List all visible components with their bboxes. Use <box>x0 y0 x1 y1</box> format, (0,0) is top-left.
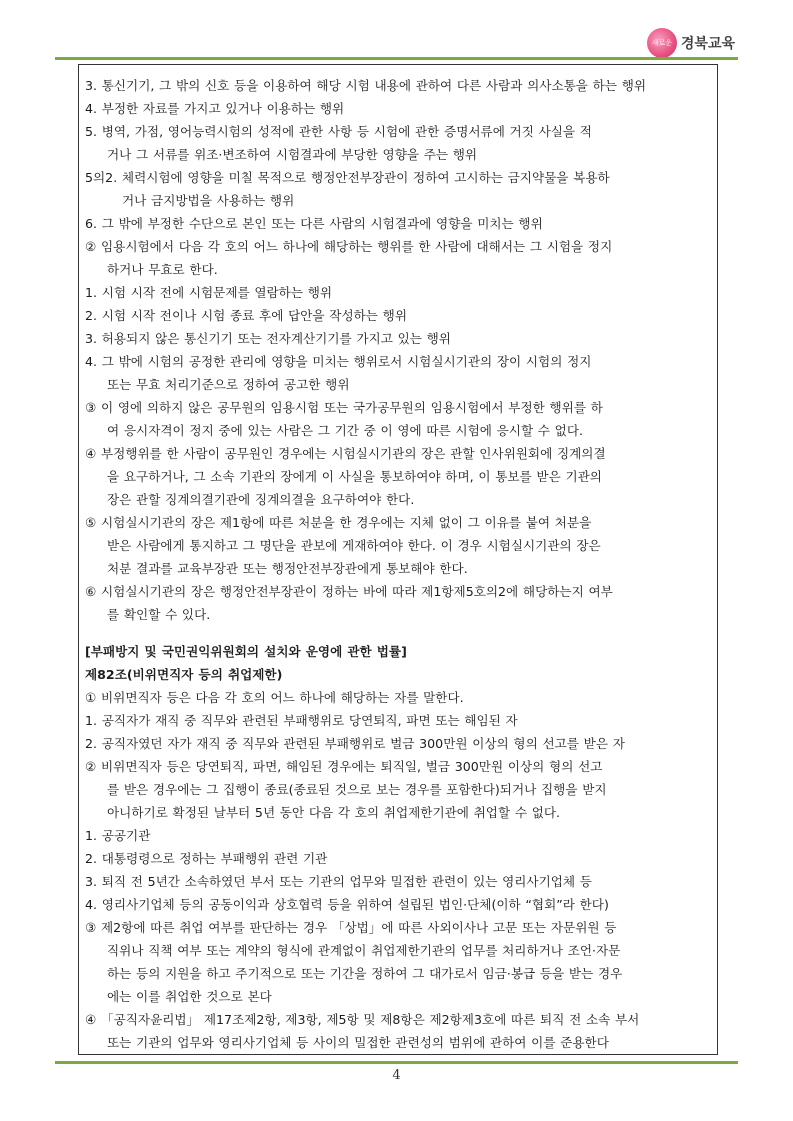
text-line: 1. 공공기관 <box>85 828 151 843</box>
header-rule <box>55 57 738 60</box>
text-line: 3. 퇴직 전 5년간 소속하였던 부서 또는 기관의 업무와 밀접한 관련이 있는 영리사기업체 등 <box>85 874 592 889</box>
text-line: 3. 통신기기, 그 밖의 신호 등을 이용하여 해당 시험 내용에 관하여 다른 사람과 의사소통을 하는 행위 <box>85 78 647 93</box>
text-line: 4. 그 밖에 시험의 공정한 관리에 영향을 미치는 행위로서 시험실시기관의 장이 시험의 정지 <box>85 354 592 369</box>
text-line: 에는 이를 취업한 것으로 본다 <box>107 989 272 1004</box>
text-line: 여 응시자격이 정지 중에 있는 사람은 그 기간 중 이 영에 따른 시험에 응시할 수 없다. <box>107 423 584 438</box>
text-line: 하거나 무효로 한다. <box>107 262 218 277</box>
text-line: 또는 기관의 업무와 영리사기업체 등 사이의 밀접한 관련성의 범위에 관하여 이를 준용한다 <box>107 1035 609 1050</box>
text-line: 1. 시험 시작 전에 시험문제를 열람하는 행위 <box>85 285 333 300</box>
logo <box>647 28 735 58</box>
text-line: 2. 대통령령으로 정하는 부패행위 관련 기관 <box>85 851 328 866</box>
section-gap <box>85 626 715 640</box>
text-line: 4. 영리사기업체 등의 공동이익과 상호협력 등을 위하여 설립된 법인·단체(이하 “협회”라 한다) <box>85 897 609 912</box>
text-line: 1. 공직자가 재직 중 직무와 관련된 부패행위로 당연퇴직, 파면 또는 해임된 자 <box>85 713 518 728</box>
text-line: 6. 그 밖에 부정한 수단으로 본인 또는 다른 사람의 시험결과에 영향을 미치는 행위 <box>85 216 543 231</box>
text-line: 3. 허용되지 않은 통신기기 또는 전자계산기기를 가지고 있는 행위 <box>85 331 451 346</box>
text-line: 5의2. 체력시험에 영향을 미칠 목적으로 행정안전부장관이 정하여 고시하는 금지약물을 복용하 <box>85 170 610 185</box>
page-number: 4 <box>392 1068 401 1083</box>
section-heading: [부패방지 및 국민권익위원회의 설치와 운영에 관한 법률] <box>85 644 407 659</box>
text-line: 2. 공직자였던 자가 재직 중 직무와 관련된 부패행위로 벌금 300만원 이상의 형의 선고를 받은 자 <box>85 736 625 751</box>
document-body <box>85 74 715 1054</box>
text-line: 아니하기로 확정된 날부터 5년 동안 다음 각 호의 취업제한기관에 취업할 수 없다. <box>107 805 561 820</box>
text-line: ④ 「공직자윤리법」 제17조제2항, 제3항, 제5항 및 제8항은 제2항제3호에 따른 퇴직 전 소속 부서 <box>85 1012 640 1027</box>
text-line: ② 비위면직자 등은 당연퇴직, 파면, 해임된 경우에는 퇴직일, 벌금 300만원 이상의 형의 선고 <box>85 759 603 774</box>
text-line: ② 임용시험에서 다음 각 호의 어느 하나에 해당하는 행위를 한 사람에 대해서는 그 시험을 정지 <box>85 239 613 254</box>
text-line: 처분 결과를 교육부장관 또는 행정안전부장관에게 통보해야 한다. <box>107 561 468 576</box>
text-line: 를 확인할 수 있다. <box>107 607 211 622</box>
logo-text: 경북교육 <box>680 36 735 52</box>
section-heading: 제82조(비위면직자 등의 취업제한) <box>85 667 283 682</box>
text-line: 4. 부정한 자료를 가지고 있거나 이용하는 행위 <box>85 101 345 116</box>
text-line: 거나 금지방법을 사용하는 행위 <box>122 193 295 208</box>
text-line: 2. 시험 시작 전이나 시험 종료 후에 답안을 작성하는 행위 <box>85 308 407 323</box>
text-line: 장은 관할 징계의결기관에 징계의결을 요구하여야 한다. <box>107 492 415 507</box>
text-line: 받은 사람에게 통지하고 그 명단을 관보에 게재하여야 한다. 이 경우 시험실시기관의 장은 <box>107 538 601 553</box>
text-line: ③ 제2항에 따른 취업 여부를 판단하는 경우 「상법」에 따른 사외이사나 고문 또는 자문위원 등 <box>85 920 617 935</box>
text-line: ① 비위면직자 등은 다음 각 호의 어느 하나에 해당하는 자를 말한다. <box>85 690 464 705</box>
text-line: 거나 그 서류를 위조·변조하여 시험결과에 부당한 영향을 주는 행위 <box>107 147 478 162</box>
text-line: ④ 부정행위를 한 사람이 공무원인 경우에는 시험실시기관의 장은 관할 인사위원회에 징계의결 <box>85 446 606 461</box>
text-line: 을 요구하거나, 그 소속 기관의 장에게 이 사실을 통보하여야 하며, 이 통보를 받은 기관의 <box>107 469 602 484</box>
footer-rule <box>55 1061 738 1064</box>
text-line: 또는 무효 처리기준으로 정하여 공고한 행위 <box>107 377 350 392</box>
text-line: 하는 등의 지원을 하고 주기적으로 또는 기간을 정하여 그 대가로서 임금·봉급 등을 받는 경우 <box>107 966 623 981</box>
text-line: 5. 병역, 가점, 영어능력시험의 성적에 관한 사항 등 시험에 관한 증명서류에 거짓 사실을 적 <box>85 124 592 139</box>
text-line: 를 받은 경우에는 그 집행이 종료(종료된 것으로 보는 경우를 포함한다)되거나 집행을 받지 <box>107 782 607 797</box>
text-line: ⑤ 시험실시기관의 장은 제1항에 따른 처분을 한 경우에는 지체 없이 그 이유를 붙여 처분을 <box>85 515 592 530</box>
text-line: 직위나 직책 여부 또는 계약의 형식에 관계없이 취업제한기관의 업무를 처리하거나 조언·자문 <box>107 943 621 958</box>
logo-emblem-icon: 새로운 <box>647 28 677 58</box>
text-line: ③ 이 영에 의하지 않은 공무원의 임용시험 또는 국가공무원의 임용시험에서 부정한 행위를 하 <box>85 400 603 415</box>
text-line: ⑥ 시험실시기관의 장은 행정안전부장관이 정하는 바에 따라 제1항제5호의2에 해당하는지 여부 <box>85 584 613 599</box>
